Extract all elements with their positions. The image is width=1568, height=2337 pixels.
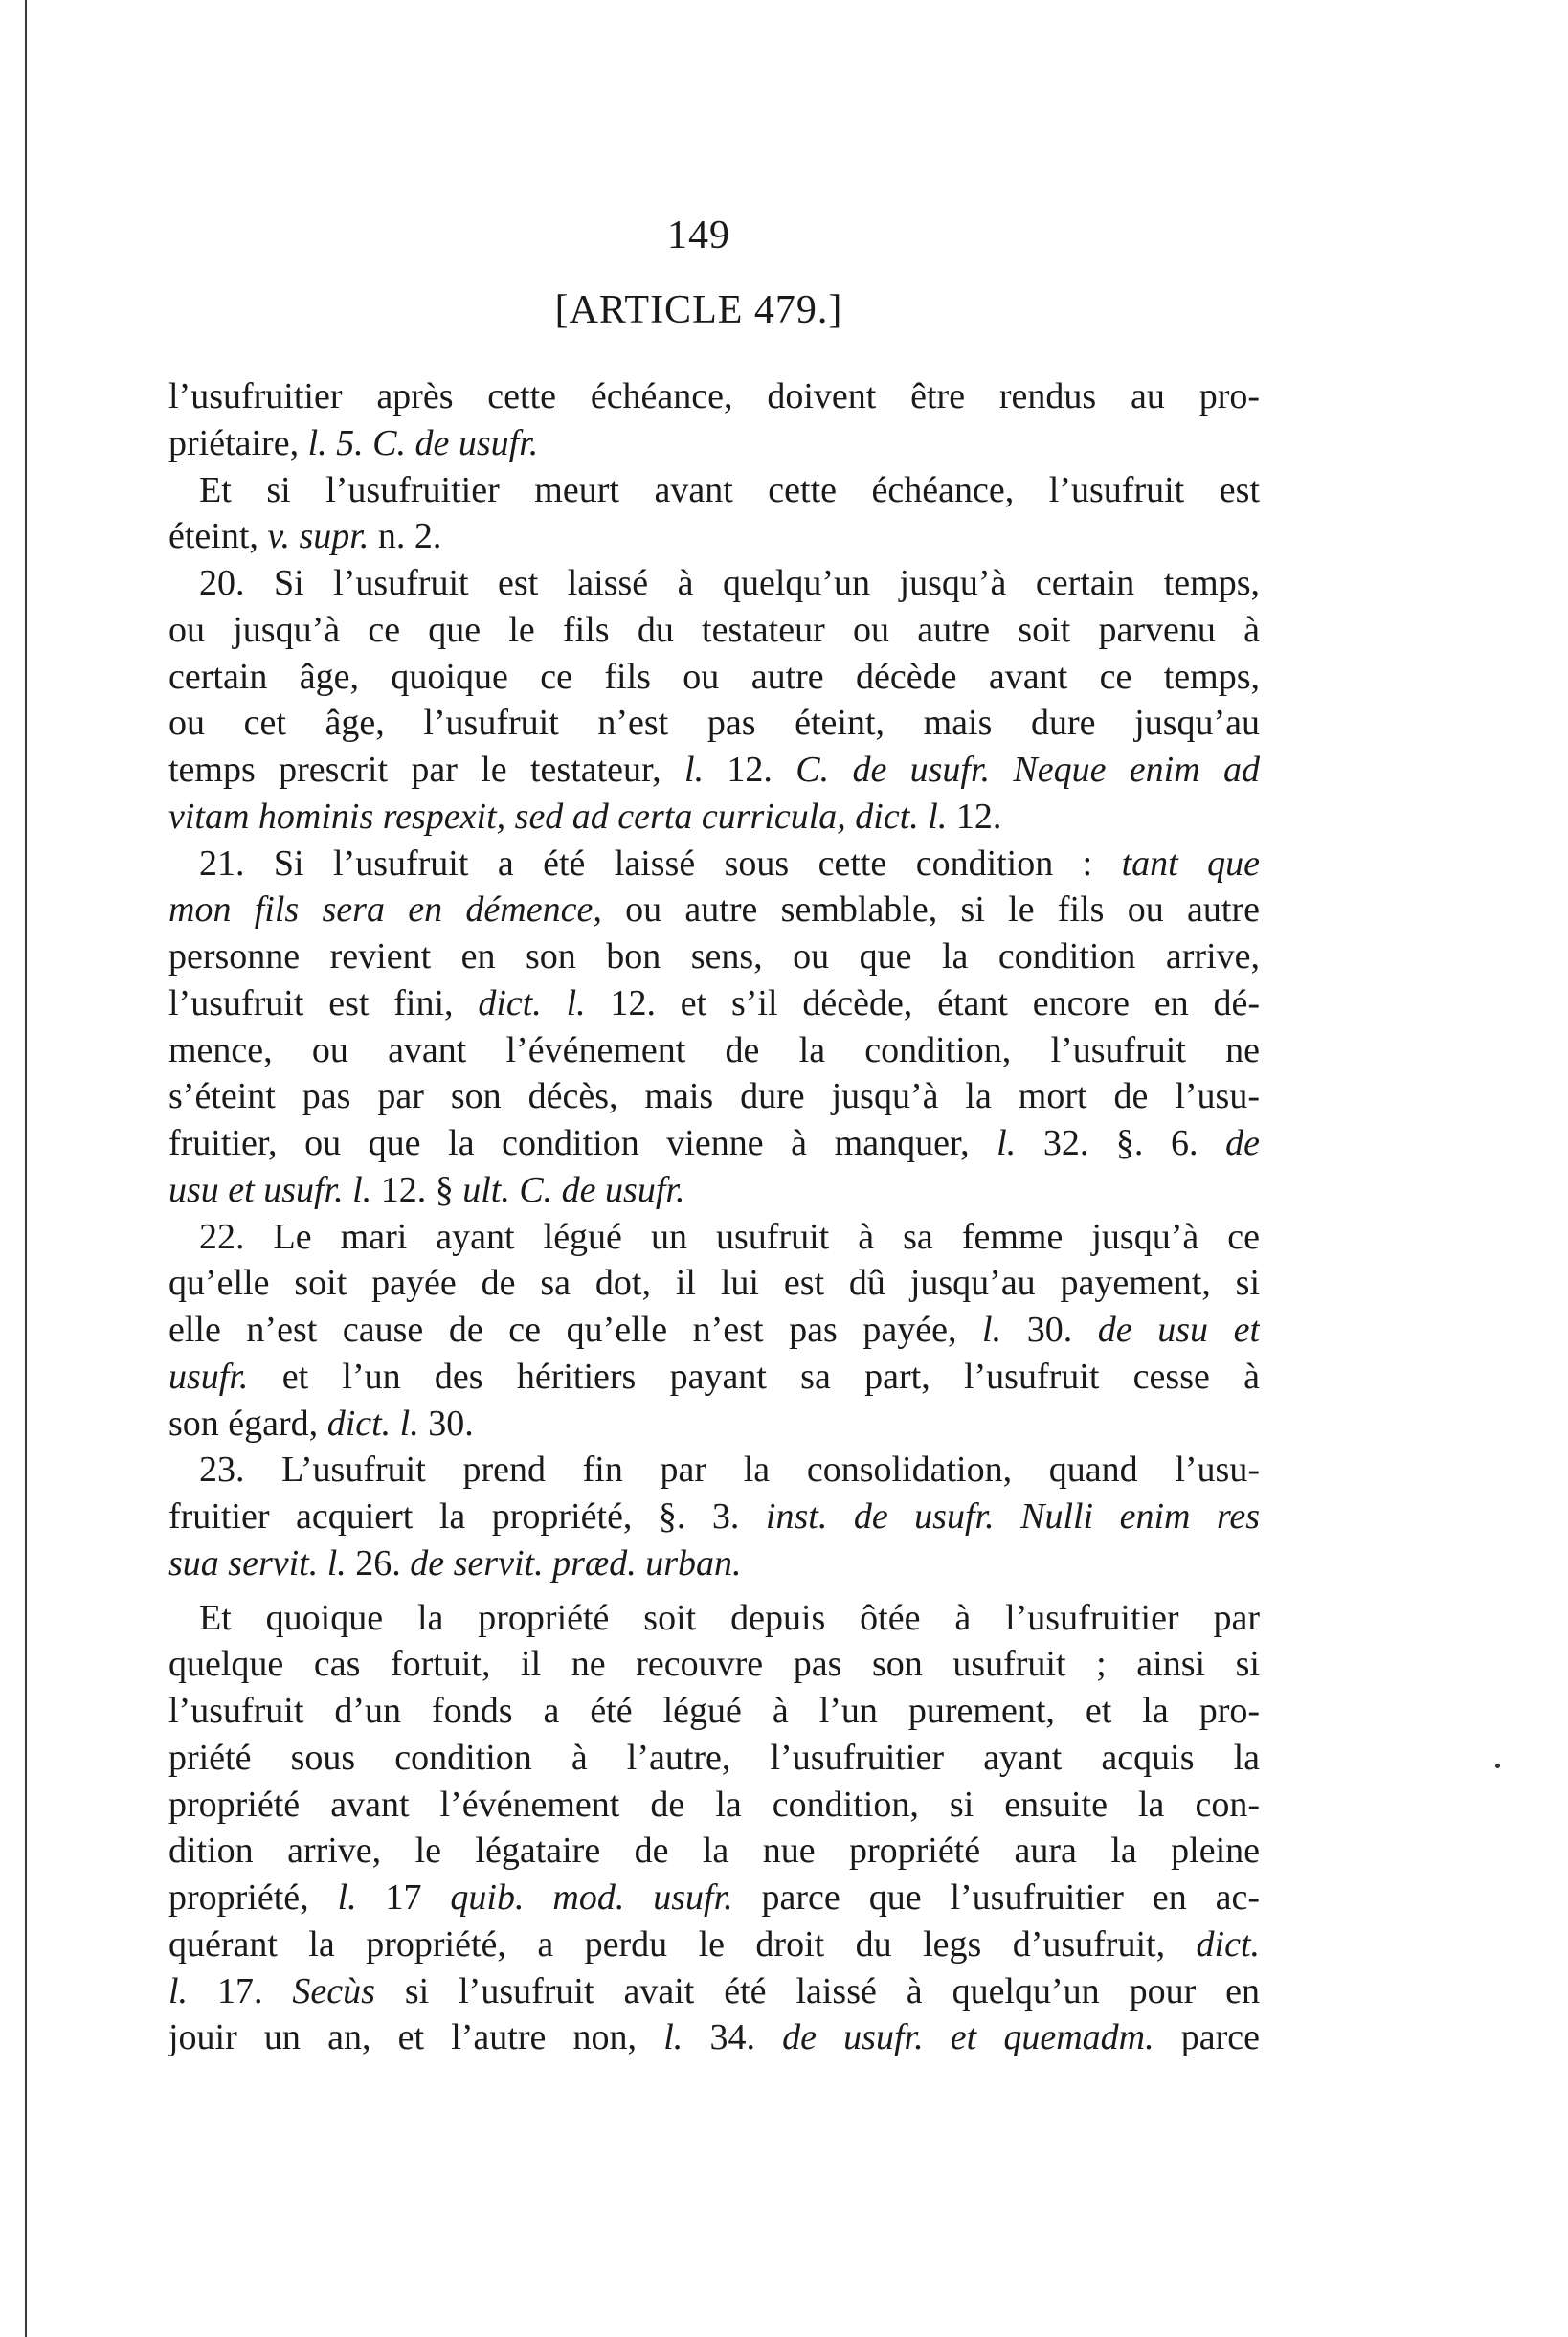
italic-citation: l. [663, 2017, 683, 2058]
italic-citation: l. [684, 750, 705, 790]
text-line [168, 2014, 1260, 2061]
text-line [168, 1921, 1260, 1968]
text-segment: propriété, [168, 1877, 338, 1918]
text-line [168, 373, 1260, 420]
body-text [168, 373, 1260, 2061]
text-line [168, 1735, 1260, 1782]
italic-citation: ult. C. de usufr. [462, 1169, 685, 1210]
text-segment: ou autre semblable, si le fils ou autre [601, 889, 1260, 931]
text-segment: l’usufruitier après cette échéance, doivent être rendus au pro- [168, 376, 1260, 416]
text-segment: 30. [418, 1403, 474, 1444]
italic-citation: quib. mod. usufr. [450, 1877, 733, 1918]
text-segment: s’éteint pas par son décès, mais dure jusqu’à la mort de l’usu- [168, 1076, 1260, 1117]
text-segment: 23. L’usufruit prend fin par la consolidation, quand l’usu- [199, 1449, 1260, 1491]
italic-citation: de usufr. et quemadm. [782, 2017, 1154, 2058]
text-segment: Et si l’usufruitier meurt avant cette échéance, l’usufruit est [199, 469, 1260, 510]
text-line [168, 1875, 1260, 1921]
italic-citation: Secùs [292, 1970, 375, 2011]
text-segment: ou jusqu’à ce que le fils du testateur ou autre soit parvenu à [168, 609, 1260, 650]
text-segment: priété sous condition à l’autre, l’usufruitier ayant acquis la [168, 1737, 1260, 1778]
text-segment: parce que l’usufruitier en ac- [732, 1877, 1260, 1918]
text-segment: elle n’est cause de ce qu’elle n’est pas payée, [168, 1310, 983, 1350]
text-segment: et l’un des héritiers payant sa part, l’usufruit cesse à [248, 1356, 1260, 1397]
text-segment: mence, ou avant l’événement de la condition, l’usufruit ne [168, 1029, 1260, 1070]
text-segment: Et quoique la propriété soit depuis ôtée à l’usufruitier par [199, 1597, 1260, 1638]
text-line [168, 1214, 1260, 1261]
text-segment: quelque cas fortuit, il ne recouvre pas son usufruit ; ainsi si [168, 1644, 1260, 1685]
italic-citation: sua servit. l. [168, 1542, 347, 1584]
text-line [168, 1968, 1260, 2015]
text-segment: propriété avant l’événement de la condition, si ensuite la con- [168, 1784, 1260, 1825]
text-segment: 22. Le mari ayant légué un usufruit à sa femme jusqu’à ce [199, 1216, 1260, 1257]
italic-citation: v. supr. [267, 516, 370, 557]
text-segment: temps prescrit par le testateur, [168, 750, 685, 790]
text-segment: 21. Si l’usufruit a été laissé sous cette condition : [199, 843, 1122, 884]
text-line [168, 420, 1260, 467]
article-heading: [ARTICLE 479.] [554, 288, 843, 332]
italic-citation: dict. l. [478, 982, 586, 1023]
text-line [168, 467, 1260, 514]
italic-citation: dict. [1196, 1923, 1260, 1965]
text-segment: fruitier acquiert la propriété, §. 3. [168, 1496, 766, 1537]
italic-citation: dict. l. [326, 1403, 419, 1444]
italic-citation: l. [168, 1970, 189, 2011]
text-line [168, 1641, 1260, 1688]
text-line [168, 654, 1260, 701]
text-line [168, 1447, 1260, 1494]
italic-citation: l. [982, 1310, 1002, 1350]
text-segment: 20. Si l’usufruit est laissé à quelqu’un jusqu’à certain temps, [199, 563, 1260, 603]
text-segment: priétaire, [168, 422, 308, 463]
text-line [168, 1401, 1260, 1448]
text-segment: ou cet âge, l’usufruit n’est pas éteint, mais dure jusqu’au [168, 703, 1260, 744]
text-segment: éteint, [168, 516, 268, 557]
text-segment: 32. §. 6. [1016, 1123, 1226, 1163]
text-line [168, 794, 1260, 841]
text-segment: 17. [188, 1970, 293, 2011]
text-segment: 12. [704, 750, 796, 790]
ink-speck [1495, 1764, 1500, 1768]
text-segment: 12. [947, 796, 1002, 837]
italic-citation: de servit. præd. urban. [410, 1542, 742, 1584]
text-line [168, 513, 1260, 560]
italic-citation: usu et usufr. l. [168, 1169, 372, 1210]
text-line [168, 1595, 1260, 1642]
text-segment: parce [1154, 2017, 1260, 2058]
text-segment: son égard, [168, 1403, 327, 1444]
italic-citation: vitam hominis respexit, sed ad certa curricula, dict. l. [168, 796, 948, 837]
text-line [168, 933, 1260, 980]
text-line [168, 700, 1260, 747]
text-line [168, 887, 1260, 933]
italic-citation: l. 5. C. de usufr. [307, 422, 539, 463]
italic-citation: l. [997, 1123, 1017, 1163]
text-segment: 12. et s’il décède, étant encore en dé- [585, 982, 1260, 1023]
text-line [168, 1494, 1260, 1540]
text-segment: quérant la propriété, a perdu le droit du legs d’usufruit, [168, 1923, 1197, 1965]
text-line [168, 1027, 1260, 1074]
text-line [168, 1828, 1260, 1875]
italic-citation: usufr. [168, 1356, 249, 1397]
italic-citation: l. [337, 1877, 357, 1918]
italic-citation: C. de usufr. Neque enim ad [795, 750, 1260, 790]
text-segment: n. 2. [369, 516, 442, 557]
text-line [168, 1307, 1260, 1354]
page-edge-rule [25, 0, 27, 2337]
italic-citation: mon fils sera en démence, [168, 889, 602, 931]
italic-citation: de [1225, 1123, 1260, 1163]
text-segment: si l’usufruit avait été laissé à quelqu’un pour en [374, 1970, 1260, 2011]
text-segment: dition arrive, le légataire de la nue propriété aura la pleine [168, 1831, 1260, 1872]
text-segment: 30. [1001, 1310, 1098, 1350]
text-line [168, 1354, 1260, 1401]
text-line [168, 1167, 1260, 1214]
text-segment: jouir un an, et l’autre non, [168, 2017, 664, 2058]
text-segment: 17 [356, 1877, 451, 1918]
italic-citation: tant que [1121, 843, 1260, 884]
text-line [168, 980, 1260, 1027]
text-line [168, 607, 1260, 654]
text-line [168, 1120, 1260, 1167]
text-segment: l’usufruit d’un fonds a été légué à l’un purement, et la pro- [168, 1691, 1260, 1731]
text-segment: certain âge, quoique ce fils ou autre décède avant ce temps, [168, 656, 1260, 697]
text-line [168, 1540, 1260, 1587]
text-segment: qu’elle soit payée de sa dot, il lui est dû jusqu’au payement, si [168, 1263, 1260, 1304]
text-line [168, 560, 1260, 607]
italic-citation: de usu et [1097, 1310, 1260, 1350]
text-segment: 26. [346, 1542, 411, 1584]
text-line [168, 1782, 1260, 1829]
text-segment: fruitier, ou que la condition vienne à manquer, [168, 1123, 997, 1163]
page-number: 149 [667, 213, 730, 258]
text-line [168, 1688, 1260, 1735]
text-segment: 34. [683, 2017, 783, 2058]
text-line [168, 841, 1260, 888]
text-segment: l’usufruit est fini, [168, 982, 479, 1023]
text-segment: 12. § [371, 1169, 463, 1210]
text-segment: personne revient en son bon sens, ou que la condition arrive, [168, 936, 1260, 977]
text-line [168, 1260, 1260, 1307]
text-line [168, 747, 1260, 794]
italic-citation: inst. de usufr. Nulli enim res [765, 1496, 1260, 1537]
text-line [168, 1073, 1260, 1120]
